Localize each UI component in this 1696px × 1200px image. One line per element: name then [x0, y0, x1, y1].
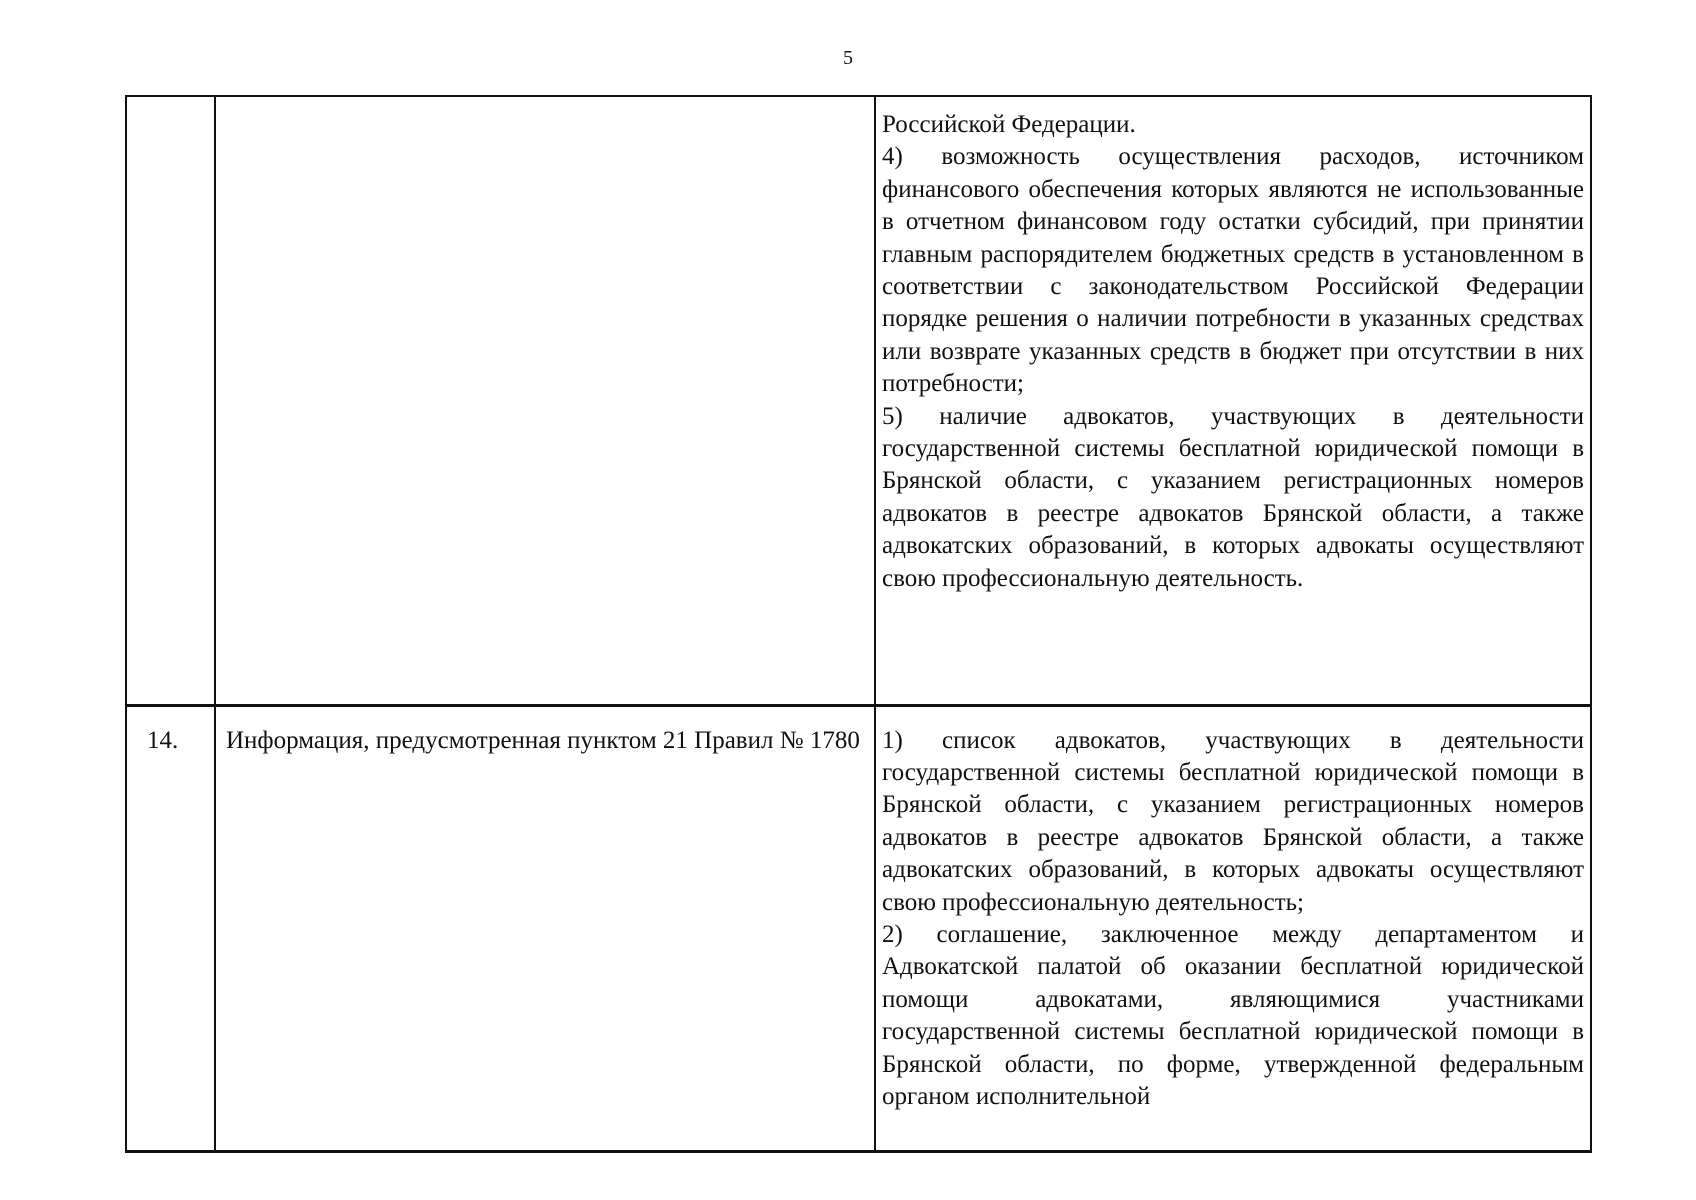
row-name-cell	[215, 96, 875, 705]
description-item: 1) список адвокатов, участвующих в деятельности государственной системы бесплатной юридической помощи в Брянской области, с указанием регистрационных номеров адвокатов в реестре адвокатов Брянской области, а также адвокатских образований, в которых адвокаты осуществляют свою профессиональную деятельность;	[882, 726, 1584, 916]
row-number-cell	[126, 705, 215, 1151]
row-name-cell	[215, 705, 875, 1151]
table-row	[126, 96, 1591, 705]
row-description-cell	[875, 705, 1591, 1151]
row-name: Информация, предусмотренная пунктом 21 Правил № 1780	[226, 726, 860, 754]
description-item: 2) соглашение, заключенное между департаментом и Адвокатской палатой об оказании бесплатной юридической помощи адвокатами, являющимися участниками государственной системы бесплатной юридической помощи в Брянской области, по форме, утвержденной федеральным органом исполнительной	[882, 920, 1584, 1110]
description-continuation: Российской Федерации.	[882, 111, 1136, 138]
row-description	[876, 707, 1590, 1114]
row-number: 14.	[147, 726, 179, 754]
description-item: 5) наличие адвокатов, участвующих в деятельности государственной системы бесплатной юридической помощи в Брянской области, с указанием регистрационных номеров адвокатов в реестре адвокатов Брянской области, а также адвокатских образований, в которых адвокаты осуществляют свою профессиональную деятельность.	[882, 402, 1584, 592]
row-description	[876, 97, 1590, 595]
requirements-table	[125, 95, 1592, 1153]
table-row	[126, 705, 1591, 1151]
row-number	[127, 97, 214, 115]
description-item: 4) возможность осуществления расходов, источником финансового обеспечения которых являются не использованные в отчетном финансовом году остатки субсидий, при принятии главным распорядителем бюджетных средств в установленном в соответствии с законодательством Российской Федерации порядке решения о наличии потребности в указанных средствах или возврате указанных средств в бюджет при отсутствии в них потребности;	[882, 143, 1584, 398]
row-description-cell	[875, 96, 1591, 705]
row-number-cell	[126, 96, 215, 705]
page-number: 5	[843, 47, 853, 69]
row-name	[216, 97, 874, 115]
